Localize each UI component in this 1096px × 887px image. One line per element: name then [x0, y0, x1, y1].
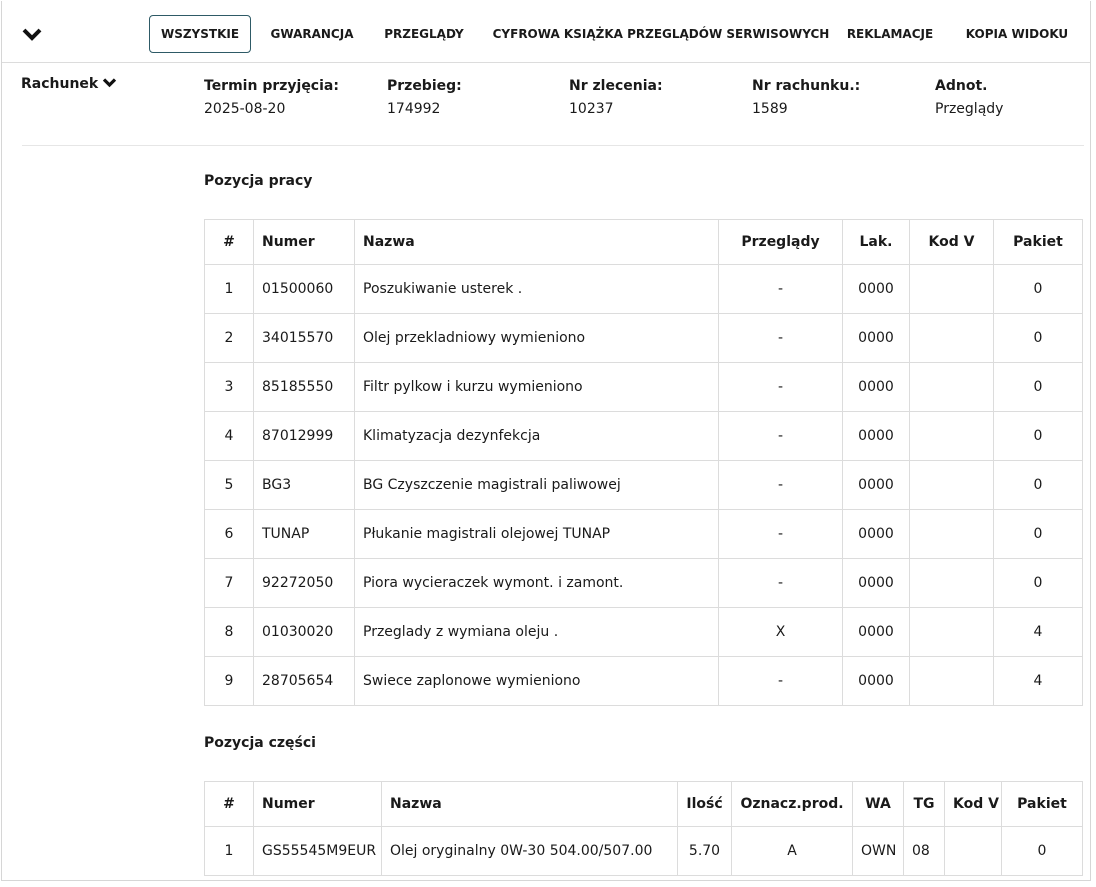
- row-index-cell: 8: [205, 608, 254, 657]
- info-annotation: [935, 76, 1003, 121]
- labor-table: [204, 219, 1083, 706]
- parts-header-row: [205, 782, 1083, 827]
- name-cell: Płukanie magistrali olejowej TUNAP: [355, 510, 719, 559]
- name-cell: BG Czyszczenie magistrali paliwowej: [355, 461, 719, 510]
- paint-cell: 0000: [843, 559, 910, 608]
- annotation-value: Przeglądy: [935, 101, 1004, 117]
- row-index-cell: 1: [205, 827, 254, 876]
- number-cell: 01500060: [254, 265, 355, 314]
- v-code-cell: [945, 827, 1002, 876]
- table-row: [205, 608, 1083, 657]
- inspection-cell: -: [719, 314, 843, 363]
- number-cell: GS55545M9EUR: [254, 827, 382, 876]
- package-cell: 0: [994, 314, 1083, 363]
- table-row: [205, 559, 1083, 608]
- column-header: #: [205, 782, 254, 827]
- paint-cell: 0000: [843, 657, 910, 706]
- table-row: [205, 314, 1083, 363]
- column-header: Kod V: [910, 220, 994, 265]
- label-colon: :: [854, 78, 861, 94]
- v-code-cell: [910, 461, 994, 510]
- v-code-cell: [910, 412, 994, 461]
- name-cell: Filtr pylkow i kurzu wymieniono: [355, 363, 719, 412]
- inspection-cell: -: [719, 265, 843, 314]
- column-header: Nazwa: [355, 220, 719, 265]
- invoice-number-label: Nr rachunku.: [752, 78, 855, 94]
- column-header: Nazwa: [382, 782, 678, 827]
- mileage-value: 174992: [387, 101, 441, 117]
- column-header: Pakiet: [994, 220, 1083, 265]
- row-index-cell: 6: [205, 510, 254, 559]
- info-order-number: [569, 76, 663, 121]
- column-header: Numer: [254, 782, 382, 827]
- table-row: [205, 461, 1083, 510]
- service-history-panel: [1, 1, 1091, 881]
- tab-inspections[interactable]: PRZEGLĄDY: [384, 27, 464, 41]
- info-invoice-number: [752, 76, 860, 121]
- invoice-section-toggle[interactable]: [21, 76, 117, 92]
- info-received-date: [204, 76, 339, 121]
- number-cell: BG3: [254, 461, 355, 510]
- paint-cell: 0000: [843, 363, 910, 412]
- package-cell: 0: [994, 265, 1083, 314]
- column-header: Lak.: [843, 220, 910, 265]
- invoice-number-value: 1589: [752, 101, 788, 117]
- number-cell: TUNAP: [254, 510, 355, 559]
- package-cell: 0: [1002, 827, 1083, 876]
- package-cell: 4: [994, 657, 1083, 706]
- received-date-label: Termin przyjęcia: [204, 78, 334, 94]
- row-index-cell: 3: [205, 363, 254, 412]
- tab-complaints[interactable]: REKLAMACJE: [846, 27, 934, 41]
- package-cell: 4: [994, 608, 1083, 657]
- package-cell: 0: [994, 559, 1083, 608]
- v-code-cell: [910, 265, 994, 314]
- column-header: Pakiet: [1002, 782, 1083, 827]
- label-colon: :: [656, 78, 663, 94]
- order-number-value: 10237: [569, 101, 614, 117]
- column-header: Oznacz.prod.: [732, 782, 853, 827]
- name-cell: Olej przekladniowy wymieniono: [355, 314, 719, 363]
- mileage-label: Przebieg: [387, 78, 457, 94]
- v-code-cell: [910, 314, 994, 363]
- column-header: #: [205, 220, 254, 265]
- name-cell: Poszukiwanie usterek .: [355, 265, 719, 314]
- package-cell: 0: [994, 461, 1083, 510]
- product-mark-cell: A: [732, 827, 853, 876]
- table-row: [205, 657, 1083, 706]
- v-code-cell: [910, 657, 994, 706]
- v-code-cell: [910, 608, 994, 657]
- label-colon: :: [456, 78, 462, 94]
- tab-warranty[interactable]: GWARANCJA: [270, 27, 354, 41]
- order-number-label: Nr zlecenia: [569, 78, 657, 94]
- paint-cell: 0000: [843, 314, 910, 363]
- row-index-cell: 1: [205, 265, 254, 314]
- table-row: [205, 510, 1083, 559]
- inspection-cell: -: [719, 657, 843, 706]
- number-cell: 85185550: [254, 363, 355, 412]
- column-header: Numer: [254, 220, 355, 265]
- labor-section-title: Pozycja pracy: [204, 173, 313, 189]
- number-cell: 01030020: [254, 608, 355, 657]
- tab-view-copy[interactable]: KOPIA WIDOKU: [965, 27, 1069, 41]
- chevron-down-icon[interactable]: [22, 27, 42, 43]
- labor-header-row: [205, 220, 1083, 265]
- package-cell: 0: [994, 510, 1083, 559]
- info-mileage: [387, 76, 462, 121]
- tg-cell: 08: [904, 827, 945, 876]
- paint-cell: 0000: [843, 265, 910, 314]
- tab-digital-service-book[interactable]: CYFROWA KSIĄŻKA PRZEGLĄDÓW SERWISOWYCH: [492, 27, 830, 41]
- received-date-value: 2025-08-20: [204, 101, 286, 117]
- row-index-cell: 5: [205, 461, 254, 510]
- tab-all[interactable]: WSZYSTKIE: [149, 15, 251, 53]
- name-cell: Swiece zaplonowe wymieniono: [355, 657, 719, 706]
- row-index-cell: 2: [205, 314, 254, 363]
- paint-cell: 0000: [843, 608, 910, 657]
- row-index-cell: 4: [205, 412, 254, 461]
- inspection-cell: -: [719, 461, 843, 510]
- name-cell: Piora wycieraczek wymont. i zamont.: [355, 559, 719, 608]
- number-cell: 28705654: [254, 657, 355, 706]
- table-row: [205, 363, 1083, 412]
- column-header: WA: [853, 782, 904, 827]
- name-cell: Przeglady z wymiana oleju .: [355, 608, 719, 657]
- v-code-cell: [910, 363, 994, 412]
- label-colon: :: [333, 78, 339, 94]
- v-code-cell: [910, 510, 994, 559]
- paint-cell: 0000: [843, 510, 910, 559]
- inspection-cell: X: [719, 608, 843, 657]
- column-header: TG: [904, 782, 945, 827]
- table-row: [205, 265, 1083, 314]
- invoice-section-label: Rachunek: [21, 76, 99, 92]
- name-cell: Klimatyzacja dezynfekcja: [355, 412, 719, 461]
- number-cell: 92272050: [254, 559, 355, 608]
- annotation-label: Adnot.: [935, 78, 988, 94]
- inspection-cell: -: [719, 559, 843, 608]
- tab-bar: [2, 1, 1091, 63]
- column-header: Ilość: [678, 782, 732, 827]
- column-header: Kod V: [945, 782, 1002, 827]
- wa-cell: OWN: [853, 827, 904, 876]
- number-cell: 87012999: [254, 412, 355, 461]
- chevron-down-icon: [102, 77, 117, 89]
- inspection-cell: -: [719, 412, 843, 461]
- v-code-cell: [910, 559, 994, 608]
- paint-cell: 0000: [843, 461, 910, 510]
- parts-table: [204, 781, 1083, 876]
- column-header: Przeglądy: [719, 220, 843, 265]
- section-divider: [22, 145, 1084, 146]
- package-cell: 0: [994, 412, 1083, 461]
- number-cell: 34015570: [254, 314, 355, 363]
- package-cell: 0: [994, 363, 1083, 412]
- inspection-cell: -: [719, 363, 843, 412]
- table-row: [205, 412, 1083, 461]
- quantity-cell: 5.70: [678, 827, 732, 876]
- name-cell: Olej oryginalny 0W-30 504.00/507.00: [382, 827, 678, 876]
- table-row: [205, 827, 1083, 876]
- row-index-cell: 9: [205, 657, 254, 706]
- parts-section-title: Pozycja części: [204, 735, 316, 751]
- inspection-cell: -: [719, 510, 843, 559]
- row-index-cell: 7: [205, 559, 254, 608]
- paint-cell: 0000: [843, 412, 910, 461]
